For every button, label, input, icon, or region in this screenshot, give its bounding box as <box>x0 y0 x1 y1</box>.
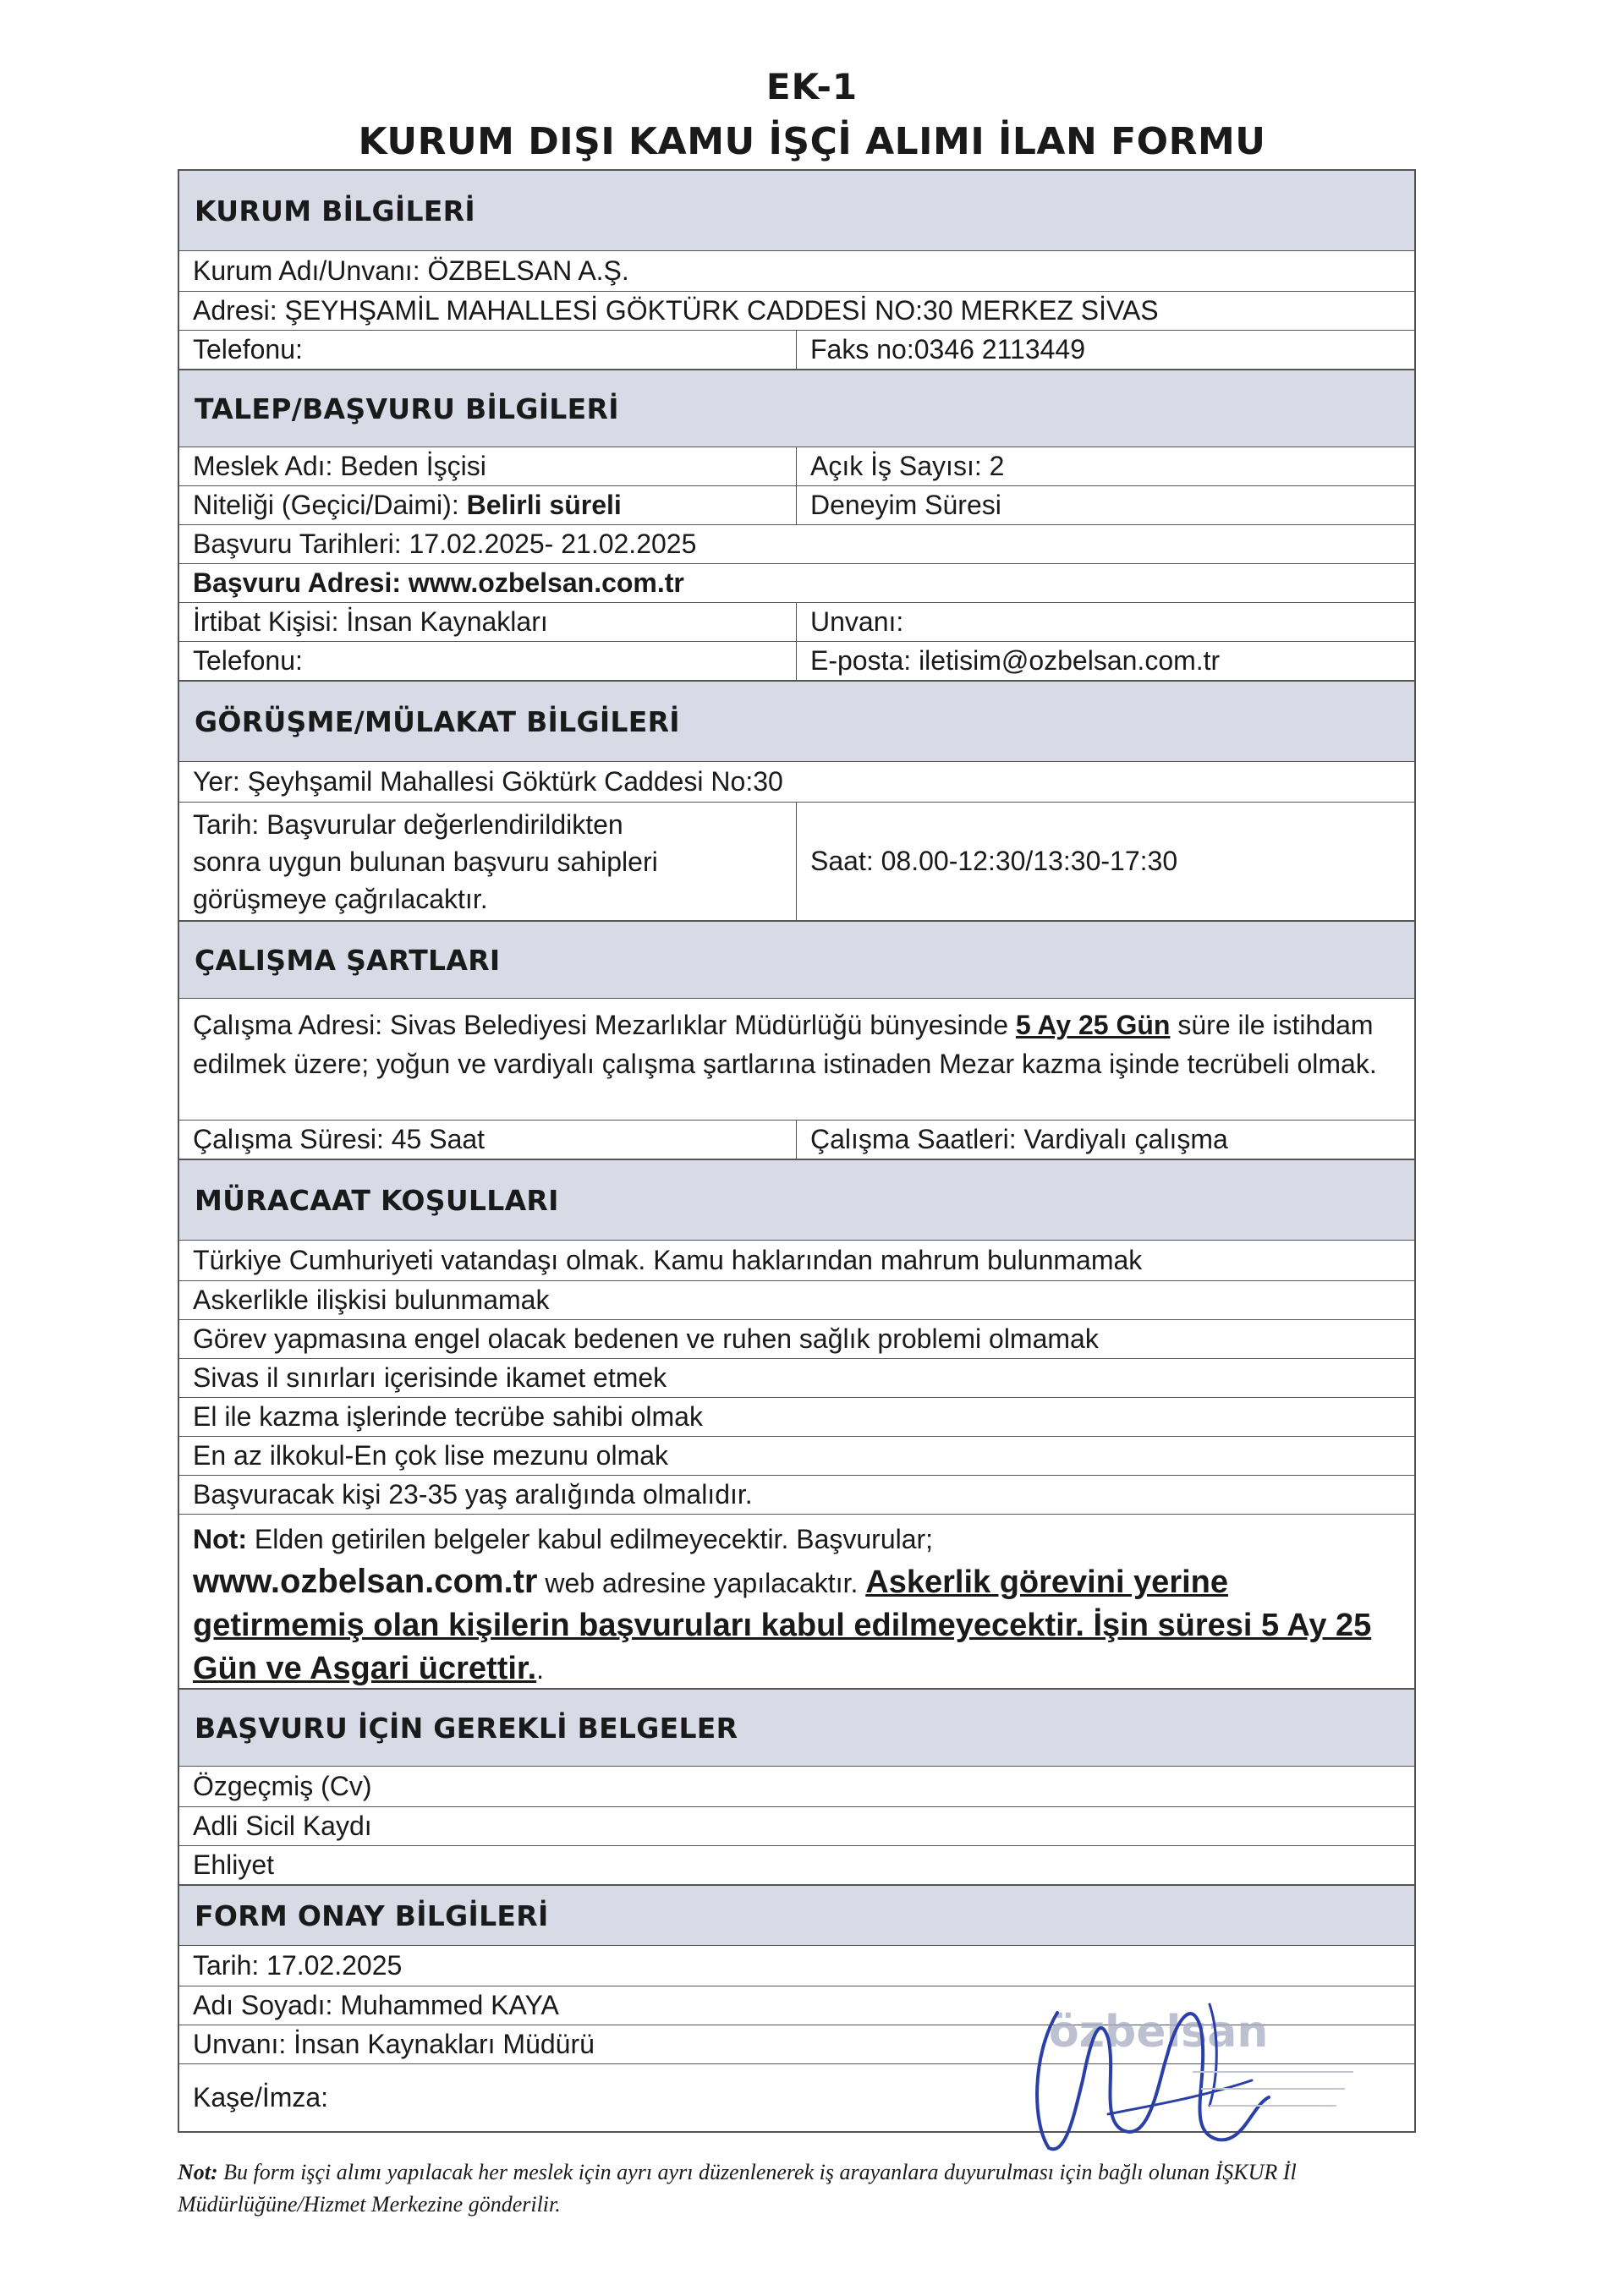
working-address <box>179 999 1414 1120</box>
section-requirements-header: MÜRACAAT KOŞULLARI <box>179 1159 1414 1240</box>
section-interview-header: GÖRÜŞME/MÜLAKAT BİLGİLERİ <box>179 680 1414 761</box>
section-documents-header: BAŞVURU İÇİN GEREKLİ BELGELER <box>179 1688 1414 1766</box>
note-text: Elden getirilen belgeler kabul edilmeyecektir. Başvurular; <box>246 1524 934 1554</box>
requirement-item: Görev yapmasına engel olacak bedenen ve ruhen sağlık problemi olmamak <box>193 1323 1099 1354</box>
requirement-item: Başvuracak kişi 23-35 yaş aralığında olmalıdır. <box>193 1479 753 1510</box>
job-nature <box>179 486 797 524</box>
institution-phone: Telefonu: <box>179 331 797 369</box>
open-job-count: Açık İş Sayısı: 2 <box>810 451 1005 481</box>
section-application-header: TALEP/BAŞVURU BİLGİLERİ <box>179 369 1414 447</box>
document-item: Ehliyet <box>193 1849 275 1880</box>
working-duration: Çalışma Süresi: 45 Saat <box>179 1121 797 1159</box>
experience-duration: Deneyim Süresi <box>810 490 1001 520</box>
working-hours: Çalışma Saatleri: Vardiyalı çalışma <box>810 1124 1228 1154</box>
working-address-text: Çalışma Adresi: Sivas Belediyesi Mezarlıklar Müdürlüğü bünyesinde <box>193 1010 1016 1040</box>
section-approval-header: FORM ONAY BİLGİLERİ <box>179 1884 1414 1945</box>
contact-person: İrtibat Kişisi: İnsan Kaynakları <box>179 603 797 641</box>
note-label: Not: <box>193 1524 247 1554</box>
stamp-logo: özbelsan <box>1049 2007 1269 2058</box>
requirement-item: Türkiye Cumhuriyeti vatandaşı olmak. Kamu haklarından mahrum bulunmamak <box>193 1245 1143 1275</box>
approver-title: Unvanı: İnsan Kaynakları Müdürü <box>193 2029 595 2059</box>
application-dates: Başvuru Tarihleri: 17.02.2025- 21.02.2025 <box>193 529 697 559</box>
footer-note-label: Not: <box>178 2160 218 2184</box>
document-item: Özgeçmiş (Cv) <box>193 1771 372 1801</box>
job-announcement-form <box>178 169 1416 2133</box>
working-address-text-cont: süre ile istihdam edilmek üzere; yoğun ve vardiyalı çalışma şartlarına istinaden Mezar kazma işinde tecrübeli olmak. <box>193 1010 1377 1079</box>
requirement-item: En az ilkokul-En çok lise mezunu olmak <box>193 1440 669 1471</box>
institution-address: Adresi: ŞEYHŞAMİL MAHALLESİ GÖKTÜRK CADDESİ NO:30 MERKEZ SİVAS <box>193 295 1159 326</box>
section-institution-header: KURUM BİLGİLERİ <box>179 169 1414 250</box>
job-name <box>179 447 797 485</box>
contact-email: E-posta: iletisim@ozbelsan.com.tr <box>810 645 1221 676</box>
form-title: KURUM DIŞI KAMU İŞÇİ ALIMI İLAN FORMU <box>358 120 1266 163</box>
note-web: web adresine yapılacaktır. <box>537 1568 866 1598</box>
section-working-conditions-header: ÇALIŞMA ŞARTLARI <box>179 920 1414 998</box>
interview-date-line3: görüşmeye çağrılacaktır. <box>193 884 488 914</box>
approval-date: Tarih: 17.02.2025 <box>193 1950 403 1981</box>
institution-fax: Faks no:0346 2113449 <box>810 334 1085 364</box>
interview-date <box>179 803 797 920</box>
contact-phone: Telefonu: <box>179 642 797 680</box>
requirement-item: Askerlikle ilişkisi bulunmamak <box>193 1285 550 1315</box>
interview-place: Yer: Şeyhşamil Mahallesi Göktürk Caddesi No:30 <box>193 766 783 797</box>
requirement-item: Sivas il sınırları içerisinde ikamet etmek <box>193 1362 667 1393</box>
interview-date-line2: sonra uygun bulunan başvuru sahipleri <box>193 847 658 877</box>
institution-name: Kurum Adı/Unvanı: ÖZBELSAN A.Ş. <box>193 255 629 286</box>
note-emphasis: Askerlik görevini yerine getirmemiş olan kişilerin başvuruları kabul edilmeyecektir. İşin süresi 5 Ay 25 Gün ve Asgari ücrettir. <box>193 1564 1372 1686</box>
stamp-signature: Kaşe/İmza: <box>193 2082 329 2112</box>
contact-title: Unvanı: <box>810 606 904 637</box>
approver-name: Adı Soyadı: Muhammed KAYA <box>193 1990 559 2020</box>
footer-note <box>178 2156 1429 2221</box>
application-address: Başvuru Adresi: www.ozbelsan.com.tr <box>193 567 684 598</box>
working-period-highlight: 5 Ay 25 Gün <box>1015 1010 1171 1040</box>
note-url: www.ozbelsan.com.tr <box>193 1563 538 1600</box>
job-nature-label: Niteliği (Geçici/Daimi): <box>193 490 459 520</box>
interview-date-line1: Tarih: Başvurular değerlendirildikten <box>193 809 623 840</box>
note-end: . <box>536 1654 545 1685</box>
job-name-value: Beden İşçisi <box>340 451 486 481</box>
signature-stamp <box>998 1979 1404 2165</box>
requirement-item: El ile kazma işlerinde tecrübe sahibi olmak <box>193 1401 703 1432</box>
job-nature-value: Belirli süreli <box>466 490 622 520</box>
signature-stroke <box>1108 2080 1252 2114</box>
annex-label: EK-1 <box>765 66 859 107</box>
document-item: Adli Sicil Kaydı <box>193 1811 372 1841</box>
footer-note-text: Bu form işçi alımı yapılacak her meslek için ayrı ayrı düzenlenerek iş arayanlara duyurulması için bağlı olunan İŞKUR İl Müdürlüğüne/Hizmet Merkezine gönderilir. <box>178 2160 1297 2217</box>
job-name-label: Meslek Adı: <box>193 451 333 481</box>
interview-time: Saat: 08.00-12:30/13:30-17:30 <box>810 846 1178 876</box>
application-note <box>179 1515 1414 1688</box>
